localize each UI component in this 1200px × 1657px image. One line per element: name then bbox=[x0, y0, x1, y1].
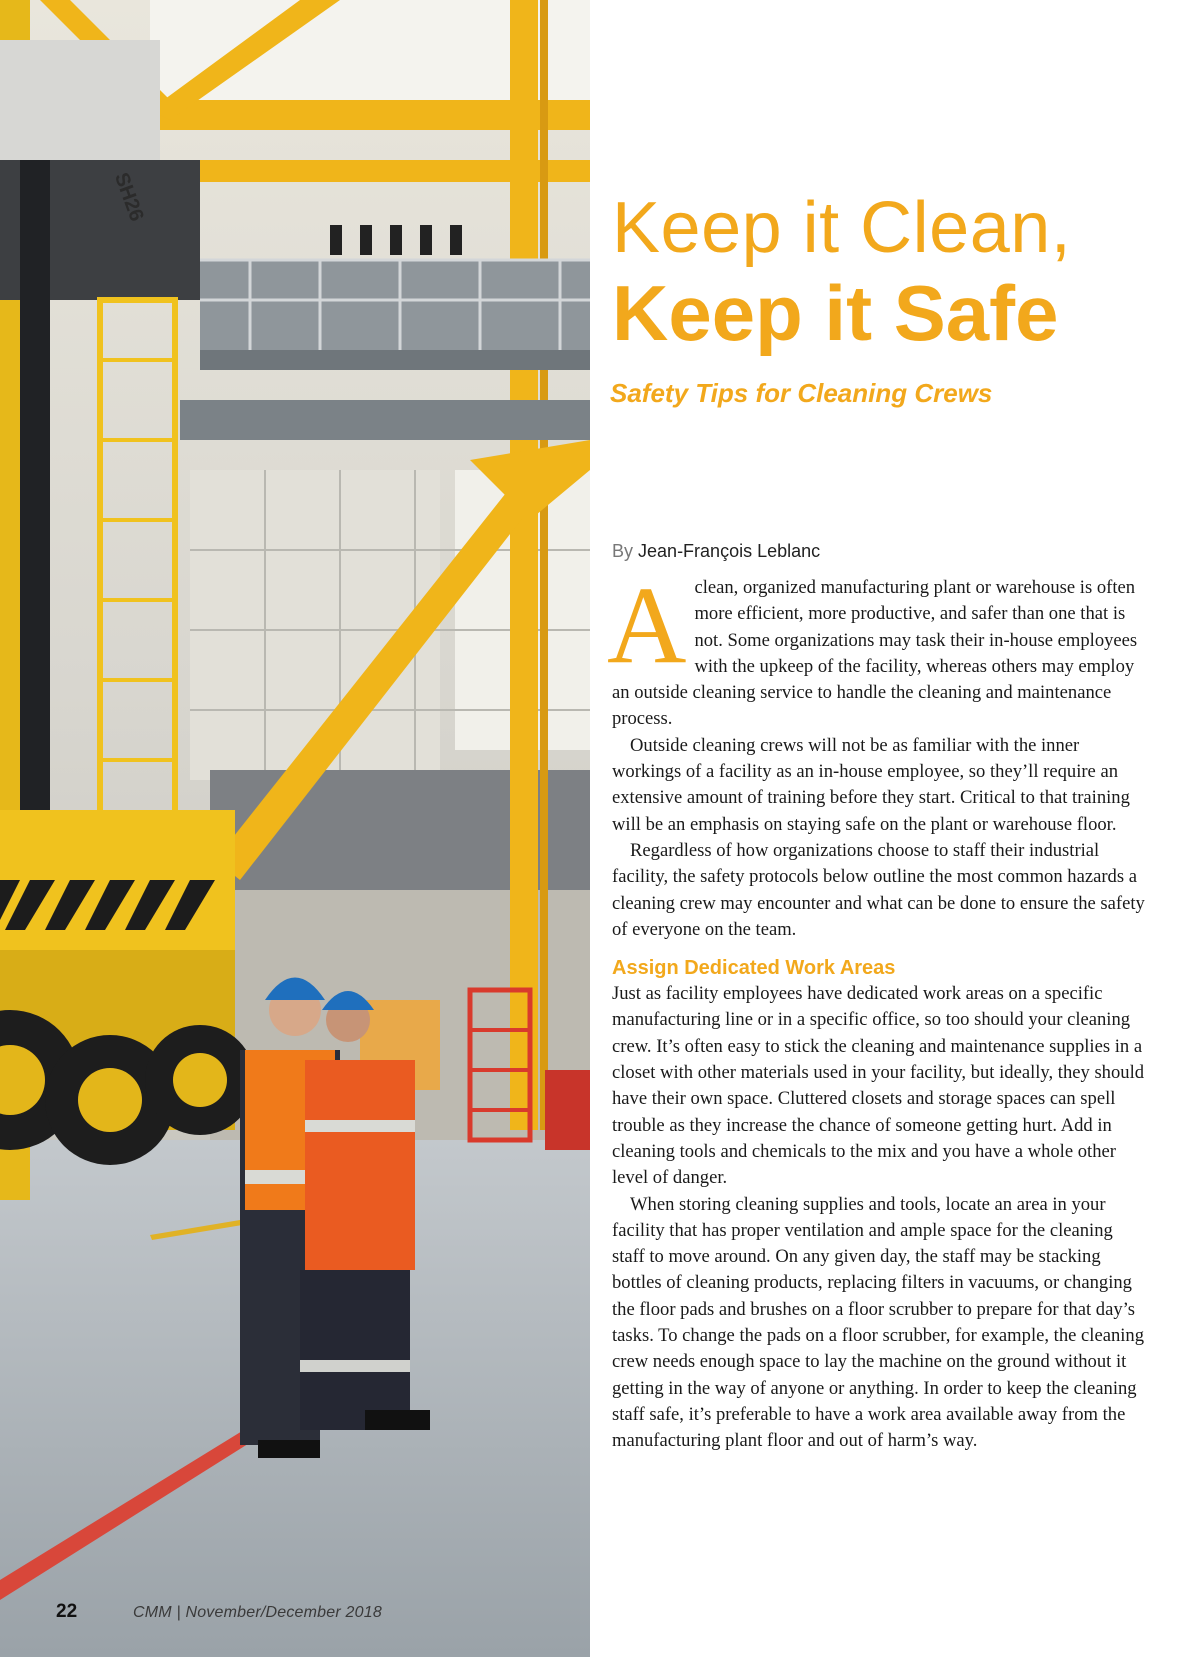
paragraph-4: Just as facility employees have dedicated work areas on a specific manufacturing line or in a specific office, so too should your cleaning crew. It’s often easy to stick the cleaning and maintenance supplies in a closet with other materials used in your facility, but ideally, they should have their own space. Cluttered closets and storage spaces can spell trouble as they increase the chance of someone getting hurt. Add in cleaning tools and chemicals to the mix and you have a whole other level of danger. bbox=[612, 983, 1145, 1189]
paragraph-1 bbox=[607, 564, 1147, 733]
machine-label: SH26 bbox=[109, 169, 148, 225]
page-number: 22 bbox=[56, 1601, 78, 1622]
title-line-1: Keep it Clean, bbox=[612, 188, 1072, 268]
byline bbox=[612, 541, 820, 562]
publication-info: CMM | November/December 2018 bbox=[133, 1604, 382, 1621]
paragraph-5: When storing cleaning supplies and tools, locate an area in your facility that has proper ventilation and ample space for the cleaning staff to move around. On any given day, the staff may be stacking bottles of cleaning products, replacing filters in vacuums, or changing the floor pads and brushes on a floor scrubber to prepare for that day’s tasks. To change the pads on a floor scrubber, for example, the cleaning crew needs enough space to lay the machine on the ground without it getting in the way of anyone or anything. In order to keep the cleaning staff safe, it’s preferable to have a work area available away from the manufacturing plant floor and out of harm’s way. bbox=[612, 1193, 1145, 1452]
subtitle: Safety Tips for Cleaning Crews bbox=[610, 378, 993, 408]
article-body bbox=[607, 564, 1147, 1455]
section-heading: Assign Dedicated Work Areas bbox=[612, 957, 896, 980]
paragraph-1-text: clean, organized manufacturing plant or warehouse is often more efficient, more productive, and safer than one that is not. Some organizations may task their in-house employees with the upkeep of the facility, whereas others may employ an outside cleaning service to handle the cleaning and maintenance process. bbox=[612, 577, 1138, 730]
paragraph-3: Regardless of how organizations choose to staff their industrial facility, the safety protocols below outline the most common hazards a cleaning crew may encounter and what can be done to ensure the safety of everyone on the team. bbox=[612, 839, 1145, 940]
title-line-2: Keep it Safe bbox=[612, 269, 1059, 357]
warehouse-photo bbox=[0, 0, 590, 1657]
drop-cap: A bbox=[607, 564, 687, 686]
paragraph-2: Outside cleaning crews will not be as familiar with the inner workings of a facility as an in-house employee, so they’ll require an extensive amount of training before they start. Critical to that training will be an emphasis on staying safe on the plant or warehouse floor. bbox=[612, 734, 1130, 835]
byline-prefix: By bbox=[612, 541, 634, 561]
author-name: Jean-François Leblanc bbox=[638, 541, 821, 561]
